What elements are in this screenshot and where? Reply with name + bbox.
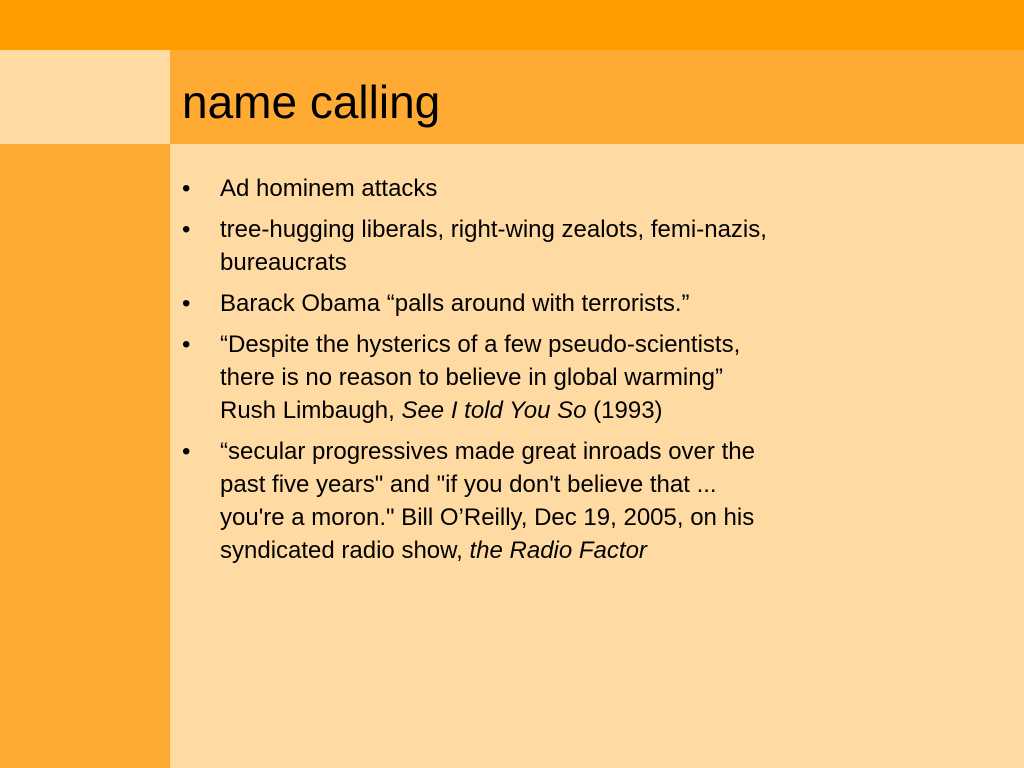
bullet-text: there is no reason to believe in global warming” <box>220 364 723 391</box>
bullet-text: Barack Obama “palls around with terrorists.” <box>220 290 690 317</box>
bullet-text: “Despite the hysterics of a few pseudo-scientists, <box>220 331 741 358</box>
bullet-item-limbaugh-quote <box>182 328 882 427</box>
show-title: the Radio Factor <box>469 537 647 564</box>
book-title: See I told You So <box>401 397 587 424</box>
bullet-icon: • <box>182 216 191 243</box>
bullet-text: Ad hominem attacks <box>220 175 438 202</box>
bullet-icon: • <box>182 438 191 465</box>
bullet-item-labels <box>182 213 882 279</box>
top-accent-bar <box>0 0 1024 50</box>
bullet-list <box>182 172 882 575</box>
attribution-author: Rush Limbaugh, <box>220 397 402 424</box>
bullet-text: bureaucrats <box>220 249 347 276</box>
attribution-year: (1993) <box>586 397 663 424</box>
attribution-text: syndicated radio show, <box>220 537 470 564</box>
left-accent-bar <box>0 144 170 768</box>
bullet-attribution <box>220 534 882 567</box>
title-corner-block <box>0 50 170 144</box>
bullet-item-obama-quote <box>182 287 882 320</box>
bullet-icon: • <box>182 331 191 358</box>
bullet-text: “secular progressives made great inroads over the <box>220 438 755 465</box>
bullet-text: you're a moron." Bill O’Reilly, Dec 19, 2005, on his <box>220 504 755 531</box>
bullet-attribution <box>220 394 882 427</box>
slide-title: name calling <box>182 76 441 128</box>
bullet-icon: • <box>182 290 191 317</box>
bullet-item-ad-hominem <box>182 172 882 205</box>
bullet-text: tree-hugging liberals, right-wing zealots, femi-nazis, <box>220 216 767 243</box>
bullet-icon: • <box>182 175 191 202</box>
bullet-item-oreilly-quote <box>182 435 882 567</box>
bullet-text: past five years" and "if you don't believe that ... <box>220 471 717 498</box>
